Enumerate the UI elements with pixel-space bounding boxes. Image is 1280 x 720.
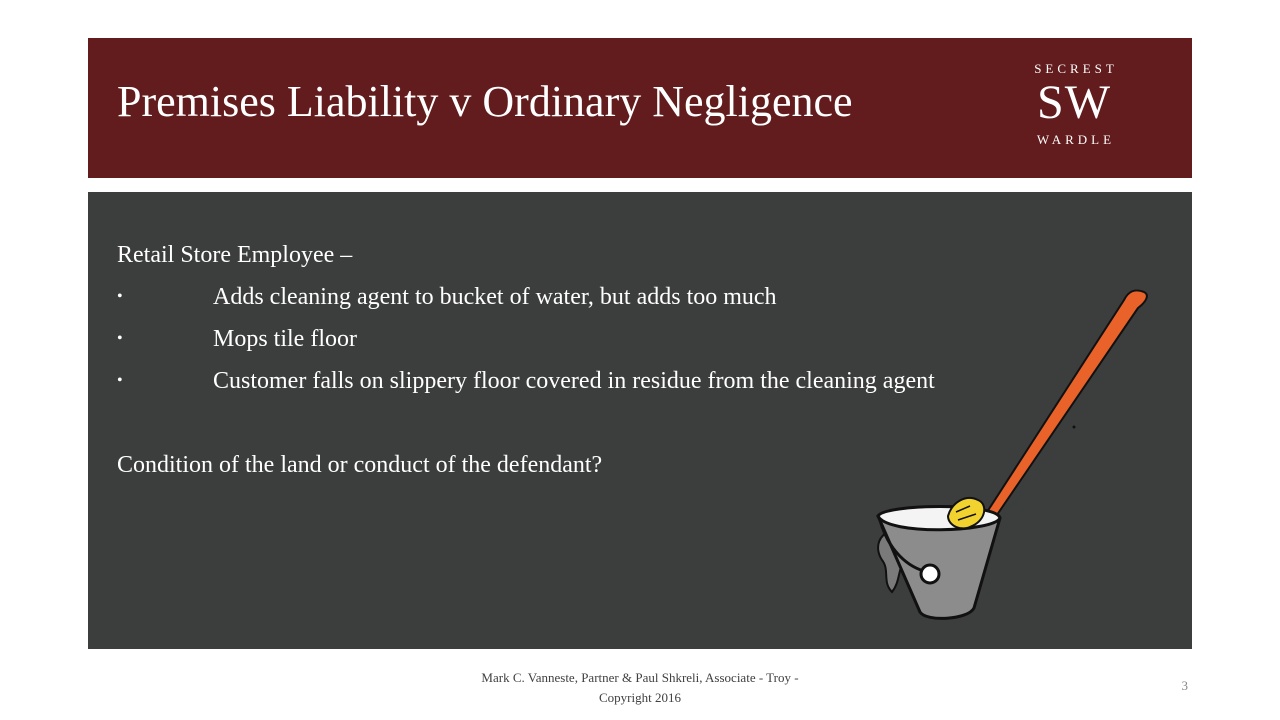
footer-line-1: Mark C. Vanneste, Partner & Paul Shkreli, Associate - Troy - xyxy=(481,670,799,685)
bullet-text: Customer falls on slippery floor covered in residue from the cleaning agent xyxy=(213,368,935,394)
question-text: Condition of the land or conduct of the defendant? xyxy=(117,452,603,478)
bullet-icon: • xyxy=(117,330,123,347)
page-number: 3 xyxy=(1181,678,1188,693)
secrest-wardle-logo xyxy=(1024,62,1124,154)
logo-bottom-text: WARDLE xyxy=(1036,132,1116,147)
footer-line-2: Copyright 2016 xyxy=(599,690,681,705)
footer xyxy=(420,668,860,708)
bucket-handle-ring xyxy=(921,565,939,583)
slide-title: Premises Liability v Ordinary Negligence xyxy=(117,77,853,126)
bullet-text: Adds cleaning agent to bucket of water, but adds too much xyxy=(213,284,777,310)
bullet-icon: • xyxy=(117,372,123,389)
intro-text: Retail Store Employee – xyxy=(117,242,353,268)
content-panel xyxy=(88,192,1192,649)
bullet-icon: • xyxy=(117,288,123,305)
mop-and-bucket-illustration xyxy=(848,280,1168,630)
mop-handle xyxy=(978,290,1147,531)
bullet-text: Mops tile floor xyxy=(213,326,357,352)
title-bar xyxy=(88,38,1192,178)
logo-top-text: SECREST xyxy=(1034,61,1118,76)
logo-monogram: SW xyxy=(1037,76,1111,129)
